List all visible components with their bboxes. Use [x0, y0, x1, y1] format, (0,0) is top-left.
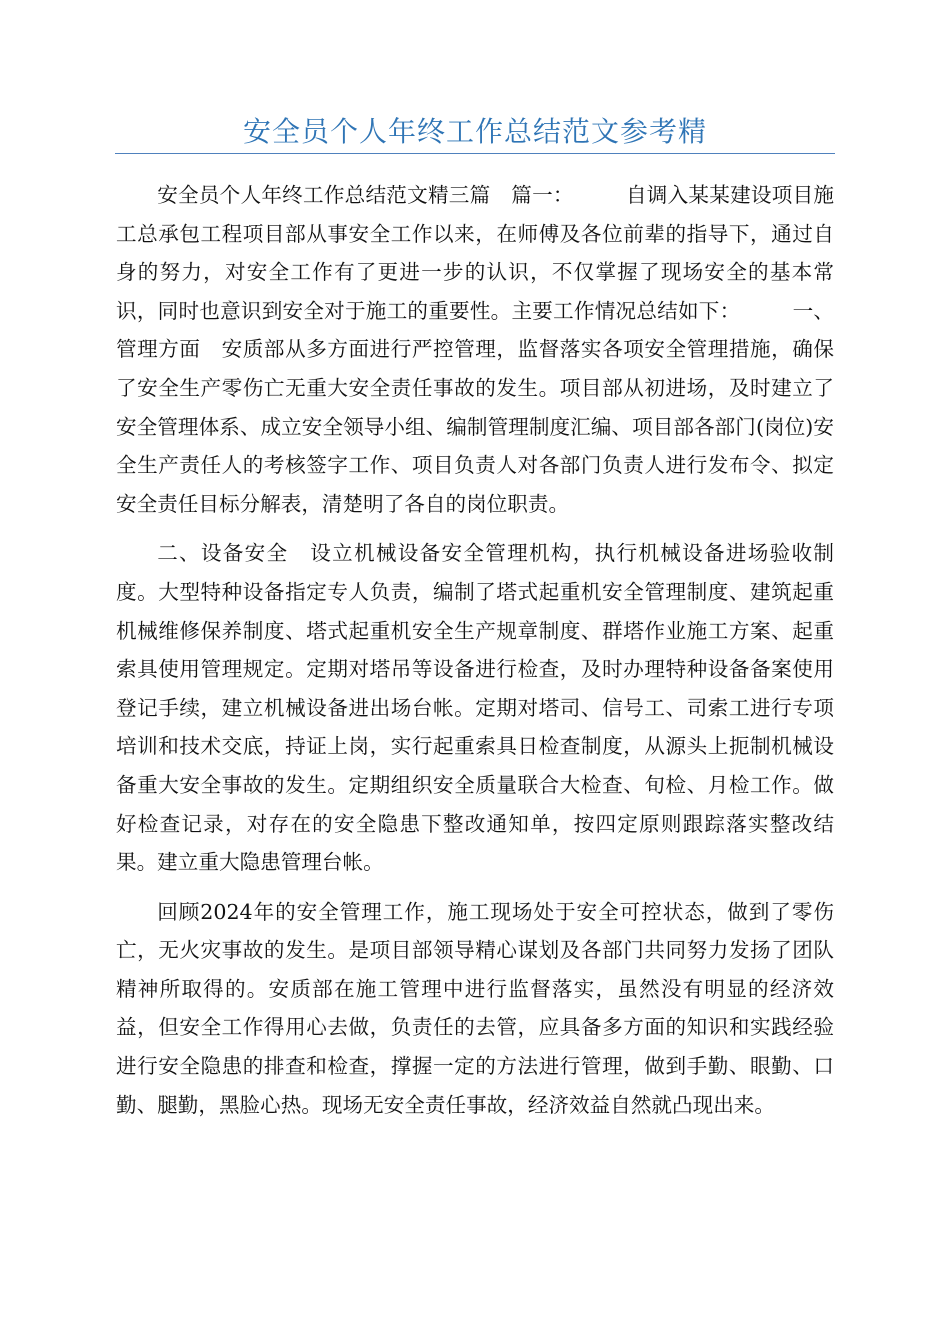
title-underline	[115, 153, 835, 154]
paragraph-equipment-safety: 二、设备安全 设立机械设备安全管理机构，执行机械设备进场验收制度。大型特种设备指定专人负责，编制了塔式起重机安全管理制度、建筑起重机械维修保养制度、塔式起重机安全生产规章制度、群塔作业施工方案、起重索具使用管理规定。定期对塔吊等设备进行检查，及时办理特种设备备案使用登记手续，建立机械设备进出场台帐。定期对塔司、信号工、司索工进行专项培训和技术交底，持证上岗，实行起重索具日检查制度，从源头上扼制机械设备重大安全事故的发生。定期组织安全质量联合大检查、旬检、月检工作。做好检查记录，对存在的安全隐患下整改通知单，按四定原则跟踪落实整改结果。建立重大隐患管理台帐。	[116, 541, 834, 875]
document-title: 安全员个人年终工作总结范文参考精	[242, 115, 707, 148]
paragraph-intro-management: 安全员个人年终工作总结范文精三篇 篇一： 自调入某某建设项目施工总承包工程项目部从事安全工作以来，在师傅及各位前辈的指导下，通过自身的努力，对安全工作有了更进一步的认识，不仅掌握了现场安全的基本常识，同时也意识到安全对于施工的重要性。主要工作情况总结如下： 一、管理方面 安质部从多方面进行严控管理，监督落实各项安全管理措施，确保了安全生产零伤亡无重大安全责任事故的发生。项目部从初进场，及时建立了安全管理体系、成立安全领导小组、编制管理制度汇编、项目部各部门(岗位)安全生产责任人的考核签字工作、项目负责人对各部门负责人进行发布令、拟定安全责任目标分解表，清楚明了各自的岗位职责。	[116, 183, 834, 516]
document-body	[116, 176, 834, 1135]
paragraph-review: 回顾2024年的安全管理工作，施工现场处于安全可控状态，做到了零伤亡，无火灾事故的发生。是项目部领导精心谋划及各部门共同努力发扬了团队精神所取得的。安质部在施工管理中进行监督落实，虽然没有明显的经济效益，但安全工作得用心去做，负责任的去管，应具备多方面的知识和实践经验进行安全隐患的排查和检查，撑握一定的方法进行管理，做到手勤、眼勤、口勤、腿勤，黑脸心热。现场无安全责任事故，经济效益自然就凸现出来。	[116, 899, 834, 1117]
